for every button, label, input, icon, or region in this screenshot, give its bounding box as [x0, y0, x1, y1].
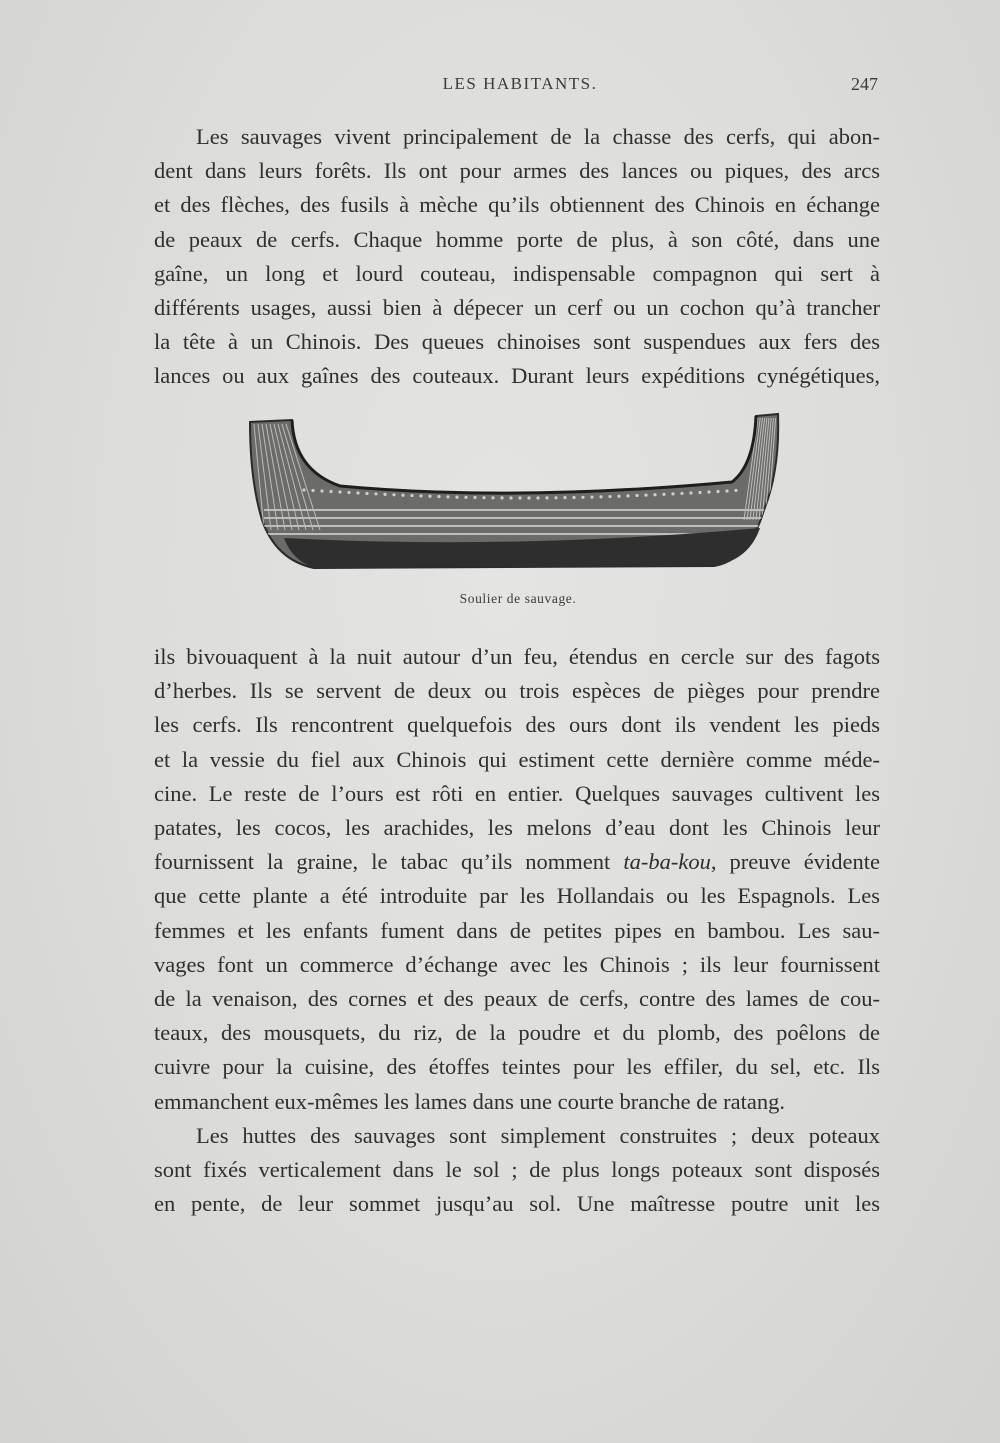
- text-line: différents usages, aussi bien à dépecer un cerf ou un cochon qu’à trancher: [154, 295, 880, 321]
- text-line: gaîne, un long et lourd couteau, indispensable compagnon qui sert à: [154, 260, 880, 286]
- text-block-top: [154, 120, 880, 394]
- text-segment: fournissent la graine, le tabac qu’ils nomment: [154, 849, 624, 875]
- text-line: cine. Le reste de l’ours est rôti en entier. Quelques sauvages cultivent les: [154, 780, 880, 806]
- text-line: Les huttes des sauvages sont simplement construites ; deux poteaux: [196, 1122, 880, 1148]
- text-segment: , preuve évidente: [710, 849, 880, 875]
- text-block-bottom: [154, 640, 880, 1221]
- text-line: Les sauvages vivent principalement de la chasse des cerfs, qui abon-: [196, 124, 880, 149]
- text-line: cuivre pour la cuisine, des étoffes teintes pour les effiler, du sel, etc. Ils: [154, 1054, 880, 1080]
- text-line: les cerfs. Ils rencontrent quelquefois des ours dont ils vendent les pieds: [154, 712, 880, 738]
- text-line: sont fixés verticalement dans le sol ; de plus longs poteaux sont disposés: [154, 1157, 880, 1183]
- text-line: vages font un commerce d’échange avec les Chinois ; ils leur fournissent: [154, 951, 880, 977]
- italic-term: ta-ba-kou: [623, 849, 711, 875]
- text-line: lances ou aux gaînes des couteaux. Durant leurs expéditions cynégétiques,: [154, 363, 880, 389]
- figure-caption: Soulier de sauvage.: [459, 591, 577, 606]
- text-line: patates, les cocos, les arachides, les melons d’eau dont les Chinois leur: [154, 815, 880, 841]
- text-line: dent dans leurs forêts. Ils ont pour armes des lances ou piques, des arcs: [154, 158, 880, 184]
- shoe-engraving: [244, 410, 784, 580]
- text-line: en pente, de leur sommet jusqu’au sol. Une maîtresse poutre unit les: [154, 1191, 880, 1217]
- page-number: 247: [851, 74, 878, 94]
- text-line: ils bivouaquent à la nuit autour d’un feu, étendus en cercle sur des fagots: [154, 644, 880, 669]
- text-line: teaux, des mousquets, du riz, de la poudre et du plomb, des poêlons de: [154, 1020, 880, 1046]
- running-title: LES HABITANTS.: [442, 74, 598, 93]
- text-line: et des flèches, des fusils à mèche qu’ils obtiennent des Chinois en échange: [154, 192, 880, 218]
- text-line: de la venaison, des cornes et des peaux de cerfs, contre des lames de cou-: [154, 986, 880, 1012]
- text-line: et la vessie du fiel aux Chinois qui estiment cette dernière comme méde-: [154, 746, 880, 772]
- text-line: d’herbes. Ils se servent de deux ou trois espèces de pièges pour prendre: [154, 678, 880, 704]
- text-line: que cette plante a été introduite par les Hollandais ou les Espagnols. Les: [154, 883, 880, 909]
- text-line: la tête à un Chinois. Des queues chinoises sont suspendues aux fers des: [154, 329, 880, 355]
- running-head: [0, 74, 1000, 98]
- shoe-illustration: [244, 410, 784, 580]
- text-line: de peaux de cerfs. Chaque homme porte de plus, à son côté, dans une: [154, 226, 880, 252]
- text-line-with-italic: [154, 845, 880, 879]
- text-line: emmanchent eux-mêmes les lames dans une courte branche de ratang.: [154, 1088, 785, 1114]
- text-line: femmes et les enfants fument dans de petites pipes en bambou. Les sau-: [154, 917, 880, 943]
